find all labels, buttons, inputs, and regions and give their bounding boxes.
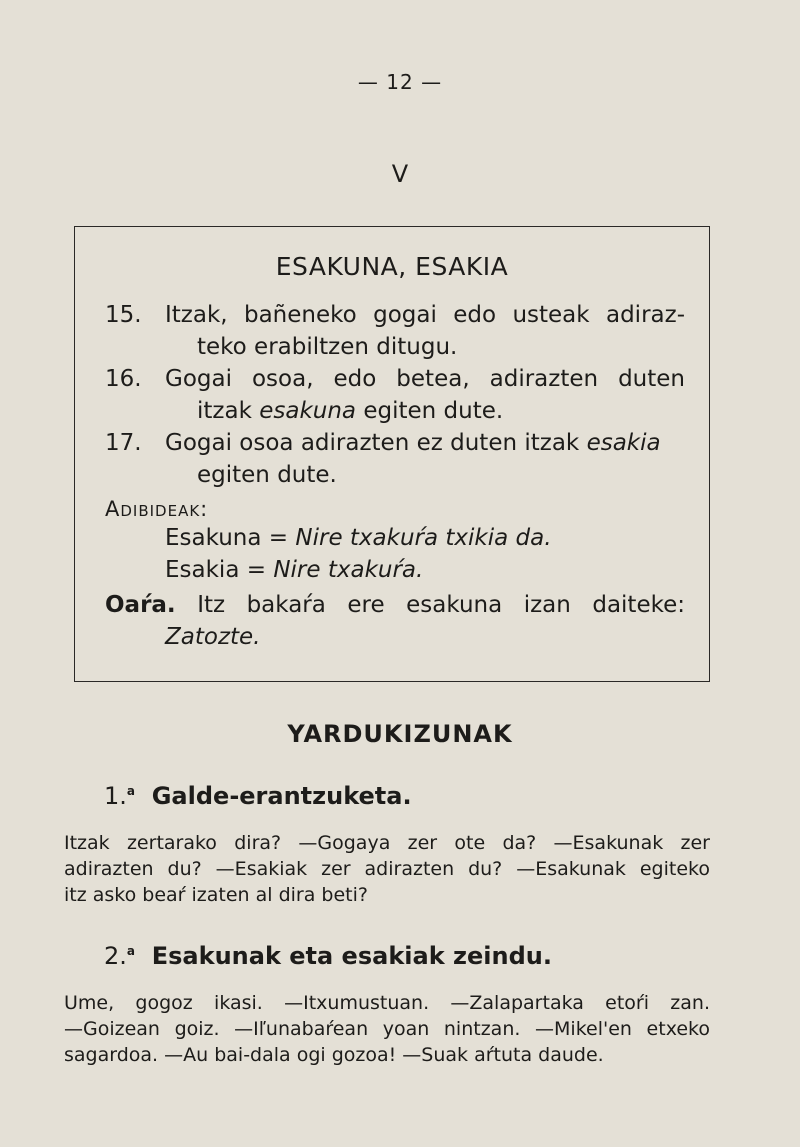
rule-text-line: Gogai osoa, edo betea, adirazten duten — [165, 366, 685, 392]
rule-text-line: itzak esakuna egiten dute. — [197, 398, 504, 424]
term-esakuna: esakuna — [259, 398, 357, 424]
exercise-1-heading: 1.$^a$ Galde-erantzuketa. — [104, 782, 412, 810]
rule-box — [74, 226, 710, 682]
example-esakia: Esakia = Nire txakuŕa. — [165, 557, 424, 583]
note-example: Zatozte. — [165, 624, 261, 650]
exercise-1-text: Itzak zertarako dira? —Gogaya zer ote da? —Esakunak zer adirazten du? —Esakiak zer adirazten du? —Esakunak egiteko itz asko beaŕ izaten al dira beti? — [64, 832, 710, 906]
rule-text-line: Gogai osoa adirazten ez duten itzak esakia — [165, 430, 661, 456]
note-text: Itz bakaŕa ere esakuna izan daiteke: — [197, 592, 686, 618]
page-number: — 12 — — [357, 70, 443, 94]
exercise-2-heading: 2.$^a$ Esakunak eta esakiak zeindu. — [104, 942, 552, 970]
exercise-2-text: Ume, gogoz ikasi. —Itxumustuan. —Zalapartaka etoŕi zan. —Goizean goiz. —Iľunabaŕean yoan nintzan. —Mikel'en etxeko sagardoa. —Au bai-dala ogi gozoa! —Suak aŕtuta daude. — [64, 992, 710, 1066]
examples-label: Adibideak: — [105, 497, 209, 521]
rule-number: 16. — [105, 366, 142, 392]
rule-number: 17. — [105, 430, 142, 456]
note-label: Oaŕa. — [105, 592, 176, 618]
rule-text-line: teko erabiltzen ditugu. — [197, 334, 458, 360]
note — [105, 589, 686, 650]
rule-text-line: Itzak, bañeneko gogai edo usteak adiraz- — [165, 302, 685, 328]
box-title: ESAKUNA, ESAKIA — [275, 252, 509, 281]
exercises-title: YARDUKIZUNAK — [287, 720, 513, 748]
rule-number: 15. — [105, 302, 142, 328]
term-esakia: esakia — [586, 430, 661, 456]
example-esakuna: Esakuna = Nire txakuŕa txikia da. — [165, 525, 552, 551]
chapter-heading: V — [391, 160, 409, 188]
rule-text-line: egiten dute. — [197, 462, 337, 488]
